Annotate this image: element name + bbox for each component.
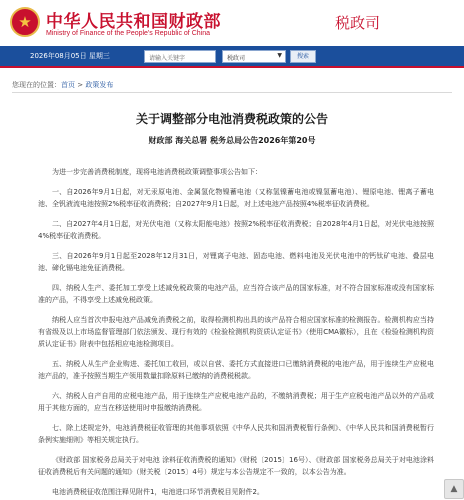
search-button[interactable]: 搜索	[290, 50, 316, 63]
arrow-up-icon[interactable]: ▲	[444, 479, 464, 499]
article-body	[38, 166, 434, 500]
article-doc-number: 财政部 海关总署 税务总局公告2026年第20号	[148, 136, 316, 145]
article-paragraph: 电池消费税征收范围注释见附件1，电池进口环节消费税目见附件2。	[52, 488, 264, 496]
article-paragraph: 为进一步完善消费税制度，现将电池消费税政策调整事项公告如下：	[52, 168, 262, 176]
breadcrumb-separator: >	[75, 81, 86, 89]
site-header	[0, 0, 464, 46]
site-name-cn[interactable]: 中华人民共和国财政部	[46, 12, 221, 32]
search-scope-value: 税政司	[227, 55, 246, 62]
search-scope-select[interactable]	[222, 50, 286, 63]
current-date: 2026年08月05日 星期三	[30, 52, 110, 60]
article-paragraph: 三、自2026年9月1日起至2028年12月31日，对锂离子电池、固态电池、燃料电池及光伏电池中的钙钛矿电池、叠层电池、碲化镉电池免征消费税。	[38, 251, 434, 272]
breadcrumb-current[interactable]: 政策发布	[85, 81, 114, 89]
breadcrumb-divider	[12, 92, 452, 93]
article-paragraph: 七、除上述规定外，电池消费税征收管理的其他事项依照《中华人民共和国消费税暂行条例》、《中华人民共和国消费税暂行条例实施细则》等相关规定执行。	[38, 424, 434, 445]
breadcrumb	[12, 80, 113, 90]
article-paragraph: 二、自2027年4月1日起，对光伏电池（又称太阳能电池）按照2%税率征收消费税；自2028年4月1日起，对光伏电池按照4%税率征收消费税。	[38, 219, 434, 240]
search-input[interactable]: 请输入关键字	[144, 50, 216, 63]
article-paragraph: 一、自2026年9月1日起，对无汞原电池、金属氢化物镍蓄电池（又称氢镍蓄电池或镍氢蓄电池）、锂原电池、锂离子蓄电池、全钒液流电池按照2%税率征收消费税；自2027年9月1日起，对上述电池产品按照4%税率征收消费税。	[38, 187, 434, 208]
sub-site-name[interactable]: 税政司	[335, 14, 381, 32]
article-title: 关于调整部分电池消费税政策的公告	[135, 112, 328, 126]
article-paragraph: 六、纳税人自产自用的应税电池产品，用于连续生产应税电池产品的，不缴纳消费税；用于生产应税电池产品以外的产品或用于其他方面的，应当在移送使用时申报缴纳消费税。	[38, 392, 434, 413]
national-emblem-icon[interactable]	[10, 7, 40, 37]
site-name-en: Ministry of Finance of the People's Republic of China	[46, 30, 210, 37]
breadcrumb-home[interactable]: 首页	[61, 81, 75, 89]
breadcrumb-prefix: 您现在的位置：	[12, 81, 61, 89]
article-paragraph: 《财政部 国家税务总局关于对电池 涂料征收消费税的通知》（财税〔2015〕16号）、《财政部 国家税务总局关于对电池涂料征收消费税后有关问题的通知》（财关税〔2015〕4号）规定与本公告规定不一致的，以本公告为准。	[38, 456, 434, 477]
article-paragraph: 五、纳税人从生产企业购进、委托加工收回，或以自营、委托方式直接进口已缴纳消费税的电池产品，用于连续生产应税电池产品的，准予按照当期生产领用数量扣除原料已缴纳的消费税税款。	[38, 360, 434, 381]
chevron-down-icon: ▼	[277, 52, 282, 59]
article-paragraph: 四、纳税人生产、委托加工享受上述减免税政策的电池产品，应当符合该产品的国家标准，对不符合国家标准或没有国家标准的产品，不得享受上述减免税政策。	[38, 283, 434, 304]
article-paragraph: 纳税人应当首次申报电池产品减免消费税之前，取得检测机构出具的该产品符合相应国家标准的检测报告。检测机构应当持有省级及以上市场监督管理部门依法颁发、现行有效的《检验检测机构资质认定证书》（使用CMA徽标），且在《检验检测机构资质认定证书》附表中包括相应电池检测项目。	[38, 315, 434, 349]
top-nav-bar	[0, 46, 464, 68]
